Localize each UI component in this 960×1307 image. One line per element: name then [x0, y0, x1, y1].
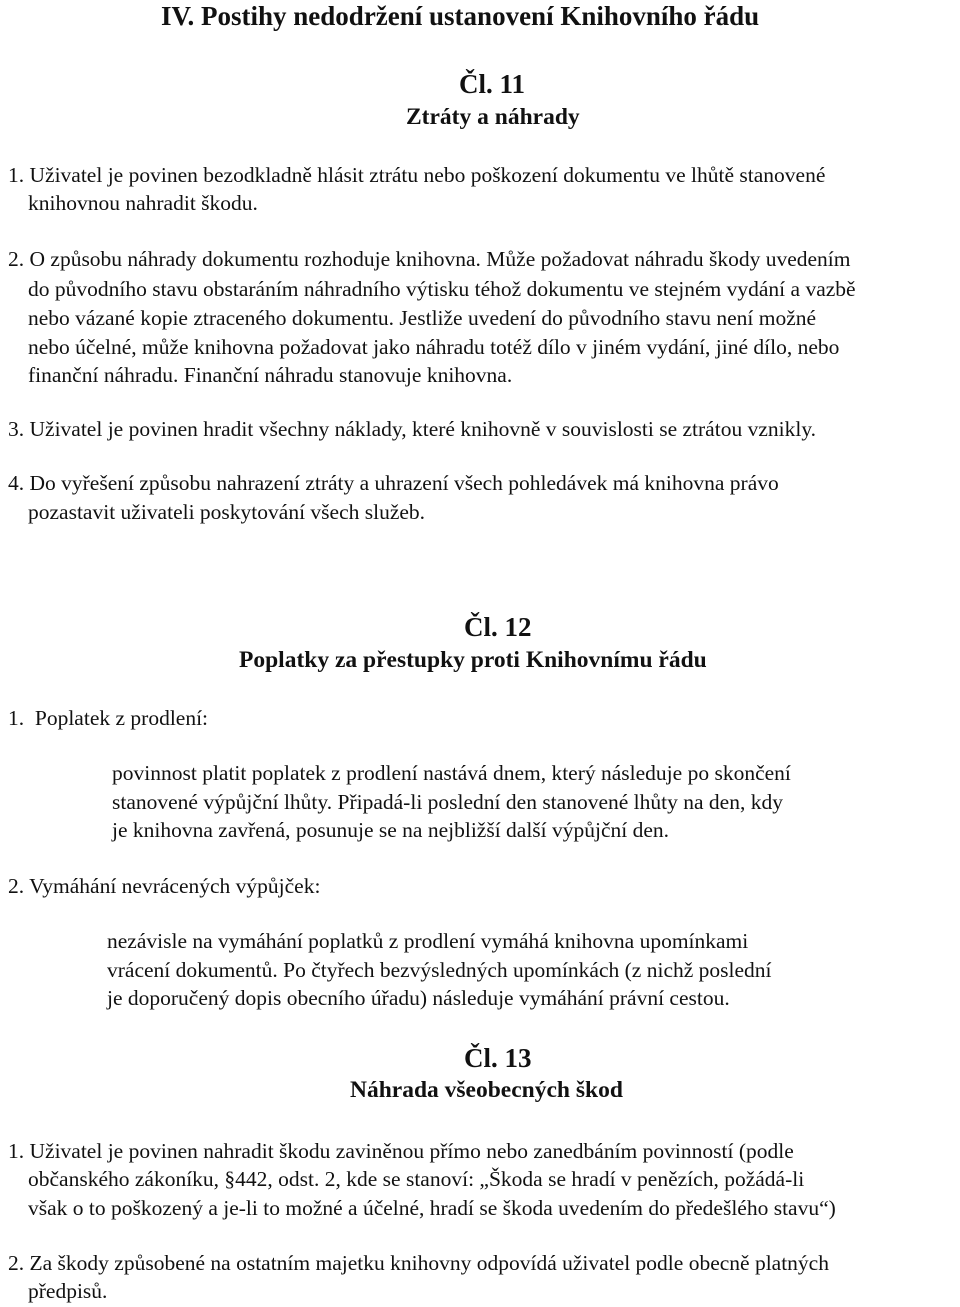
article-12-title: Poplatky za přestupky proti Knihovnímu řádu: [239, 647, 707, 673]
text-line: nebo účelné, může knihovna požadovat jako náhradu totéž dílo v jiném vydání, jiné dílo, nebo: [28, 335, 840, 359]
text-line: občanského zákoníku, §442, odst. 2, kde se stanoví: „Škoda se hradí v penězích, požádá-li: [28, 1167, 805, 1191]
article-12-item-2-label: 2. Vymáhání nevrácených výpůjček:: [8, 874, 321, 898]
text-line: vrácení dokumentů. Po čtyřech bezvýsledných upomínkách (z nichž poslední: [107, 958, 772, 982]
text-line: do původního stavu obstaráním náhradního výtisku téhož dokumentu ve stejném vydání a vazbě: [28, 277, 856, 301]
text-line: finanční náhradu. Finanční náhradu stanovuje knihovna.: [28, 363, 513, 387]
text-line: 2. Za škody způsobené na ostatním majetku knihovny odpovídá uživatel podle obecně platných: [8, 1251, 829, 1275]
text-line: pozastavit uživateli poskytování všech služeb.: [28, 500, 426, 524]
article-12-item-1-label: 1. Poplatek z prodlení:: [8, 706, 209, 730]
text-line: nezávisle na vymáhání poplatků z prodlení vymáhá knihovna upomínkami: [107, 929, 749, 953]
text-line: je doporučený dopis obecního úřadu) následuje vymáhání právní cestou.: [107, 986, 730, 1010]
article-11-title: Ztráty a náhrady: [406, 104, 580, 130]
text-line: povinnost platit poplatek z prodlení nastává dnem, který následuje po skončení: [112, 761, 791, 785]
text-line: 4. Do vyřešení způsobu nahrazení ztráty a uhrazení všech pohledávek má knihovna právo: [8, 471, 779, 495]
article-13-title: Náhrada všeobecných škod: [350, 1077, 623, 1103]
text-line: 1. Uživatel je povinen nahradit škodu zaviněnou přímo nebo zanedbáním povinností (podle: [8, 1139, 794, 1163]
text-line: 3. Uživatel je povinen hradit všechny náklady, které knihovně v souvislosti se ztrátou vznikly.: [8, 417, 817, 441]
text-line: 2. O způsobu náhrady dokumentu rozhoduje knihovna. Může požadovat náhradu škody uvedením: [8, 247, 851, 271]
text-line: je knihovna zavřená, posunuje se na nejbližší další výpůjční den.: [112, 818, 670, 842]
text-line: knihovnou nahradit škodu.: [28, 191, 258, 215]
text-line: však o to poškozený a je-li to možné a účelné, hradí se škoda uvedením do předešlého stavu“): [28, 1196, 836, 1220]
text-line: nebo vázané kopie ztraceného dokumentu. Jestliže uvedení do původního stavu není možné: [28, 306, 817, 330]
text-line: stanovené výpůjční lhůty. Připadá-li poslední den stanovené lhůty na den, kdy: [112, 790, 783, 814]
article-13-number: Čl. 13: [464, 1043, 532, 1073]
article-12-number: Čl. 12: [464, 612, 532, 642]
text-line: předpisů.: [28, 1279, 108, 1303]
text-line: 1. Uživatel je povinen bezodkladně hlásit ztrátu nebo poškození dokumentu ve lhůtě stanovené: [8, 163, 826, 187]
article-11-number: Čl. 11: [459, 69, 526, 99]
part-title: IV. Postihy nedodržení ustanovení Knihovního řádu: [161, 1, 760, 31]
